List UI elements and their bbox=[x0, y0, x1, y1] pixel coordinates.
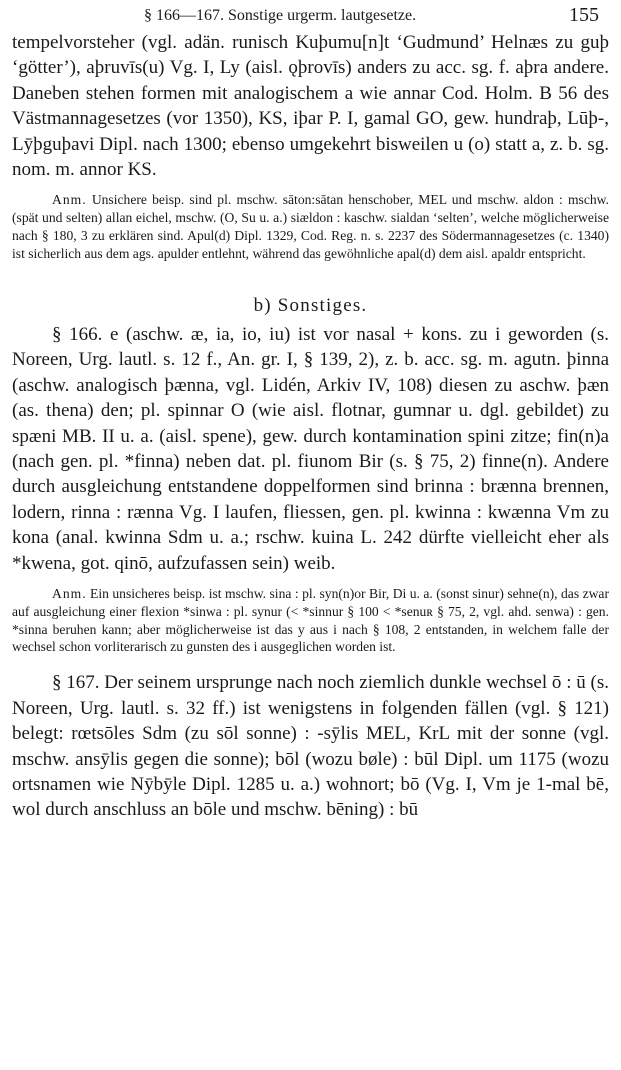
page-number: 155 bbox=[569, 4, 599, 26]
note-1-text: Unsichere beisp. sind pl. mschw. sāton:sātan henschober, MEL und mschw. aldon : mschw. (spät und selten) allan eichel, mschw. (O, Su u. a.) siældon : kaschw. sialdan ‘selten’, welche möglicherweise nach § 180, 3 zu erklären sind. Apul(d) Dipl. 1329, Cod. Reg. n. s. 2237 des Södermannagesetzes (c. 1340) ist sicherlich aus dem ags. apulder entlehnt, während das gewöhnliche apal(d) dem aisl. apaldr entspricht. bbox=[12, 192, 609, 261]
note-1 bbox=[12, 191, 609, 262]
section-heading: b) Sonstiges. bbox=[253, 294, 368, 316]
paragraph-166: § 166. e (aschw. æ, ia, io, iu) ist vor nasal + kons. zu i geworden (s. Noreen, Urg. lautl. s. 12 f., An. gr. I, § 139, 2), z. b. acc. sg. m. agutn. þinna (aschw. analogisch þænna, vgl. Lidén, Arkiv IV, 108) diesen zu aschw. þæn (as. thena) den; pl. spinnar O (wie aisl. flotnar, gumnar u. dgl. gebildet) zu spæni MB. II u. a. (aisl. spene), gew. durch kontamination spini zitze; fin(n)a (nach gen. pl. *finna) neben dat. pl. fiunom Bir (s. § 75, 2) finne(n). Andere durch ausgleichung entstandene doppelformen sind brinna : brænna brennen, lodern, rinna : rænna Vg. I laufen, fliessen, gen. pl. kwinna : kwænna Vm zu kona (anal. kwinna Sdm u. a.; rschw. kuina L. 242 dürfte vielleicht eher als *kwena, got. qinō, aufzufassen sein) weib. bbox=[12, 324, 609, 574]
spacer bbox=[12, 656, 609, 670]
running-title: § 166—167. Sonstige urgerm. lautgesetze. bbox=[144, 7, 417, 24]
main-text bbox=[12, 30, 609, 823]
note-2-label: Anm. bbox=[52, 586, 87, 602]
paragraph-continued: tempelvorsteher (vgl. adän. runisch Kuþumu[n]t ‘Gudmund’ Helnæs zu guþ ‘götter’), aþruvīs(u) Vg. I, Ly (aisl. ǫþrovīs) anders zu acc. sg. f. aþra andere. Daneben stehen formen mit analogischem a wie annar Cod. Holm. B 56 des Västmannagesetzes (vor 1350), KS, iþar P. I, gamal GO, gew. hundraþ, Lūþ-, Lȳþguþavi Dipl. nach 1300; ebenso umgekehrt bisweilen u (o) statt a, z. b. sg. nom. m. annor KS. bbox=[12, 32, 609, 181]
note-2-text: Ein unsicheres beisp. ist mschw. sina : pl. syn(n)or Bir, Di u. a. (sonst sinur) sehne(n), das zwar auf ausgleichung einer flexion *sinwa : pl. synur (< *sinnur § 100 < *senuʀ § 75, 2, vgl. ahd. senwa) : gen. *sinna beruhen kann; aber möglicherweise ist das y aus i nach § 108, 2 entstanden, in welchem falle der wechsel schon vorliterarisch zu gunsten des i ausgeglichen worden ist. bbox=[12, 586, 609, 655]
page-header bbox=[12, 4, 609, 30]
note-1-label: Anm. bbox=[52, 192, 87, 208]
paragraph-167: § 167. Der seinem ursprunge nach noch ziemlich dunkle wechsel ō : ū (s. Noreen, Urg. lautl. s. 32 ff.) ist wenigstens in folgenden fällen (vgl. § 121) belegt: rœtsōles Sdm (zu sōl sonne) : -sȳlis MEL, KrL mit der sonne (vgl. mschw. ansȳlis gegen die sonne); bōl (wozu bøle) : būl Dipl. um 1175 (wozu ortsnamen wie Nȳbȳle Dipl. 1285 u. a.) wohnort; bō (Vg. I, Vm je 1-mal bē, wol durch anschluss an bōle und mschw. bēning) : bū bbox=[12, 672, 609, 821]
note-2 bbox=[12, 585, 609, 656]
